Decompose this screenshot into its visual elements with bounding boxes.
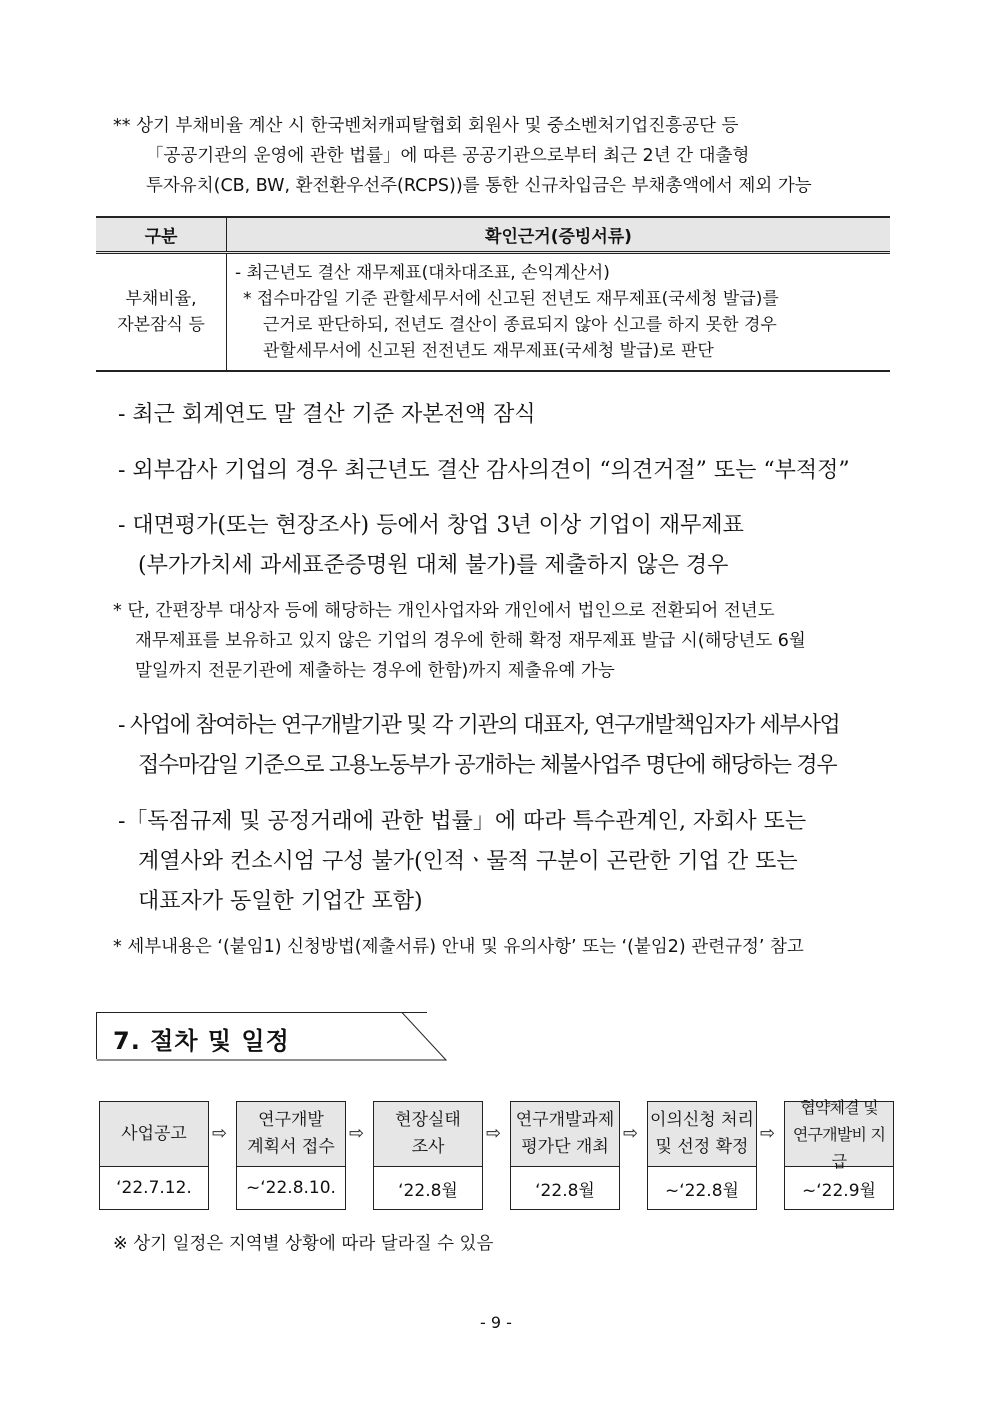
step-name-line: 현장실태 조사 (395, 1110, 461, 1157)
column-header-category: 구분 (96, 217, 227, 253)
arrow-icon: ⇨ (212, 1123, 228, 1144)
bullet-line: 계열사와 컨소시엄 구성 불가(인적ㆍ물적 구분이 곤란한 기업 간 또는 (138, 849, 798, 874)
bullet-line: 접수마감일 기준으로 고용노동부가 공개하는 체불사업주 명단에 해당하는 경우 (138, 753, 837, 778)
row-evidence (227, 253, 891, 372)
table-header-row (96, 217, 890, 253)
step-name (237, 1102, 345, 1167)
note-line: 「공공기관의 운영에 관한 법률」에 따른 공공기관으로부터 최근 2년 간 대출형 (146, 146, 750, 166)
step-date: ‘22.7.12. (100, 1167, 208, 1209)
bullet-capital-erosion (118, 395, 898, 435)
exception-note (113, 596, 895, 686)
step-site-inspection (373, 1101, 483, 1210)
section-title-box (96, 1012, 427, 1059)
step-name (511, 1102, 619, 1167)
step-date: ~‘22.8월 (648, 1167, 756, 1209)
row-label-line: 부채비율, (125, 289, 197, 309)
bullet-financial-statements (118, 506, 898, 586)
step-evaluation-panel (510, 1101, 620, 1210)
arrow-icon: ⇨ (349, 1123, 365, 1144)
arrow-icon: ⇨ (760, 1123, 776, 1144)
step-name-line: 사업공고 (121, 1123, 187, 1144)
step-agreement-funding (784, 1097, 894, 1210)
bullet-line: -「독점규제 및 공정거래에 관한 법률」에 따라 특수관계인, 자회사 또는 (118, 809, 807, 834)
step-objection-selection (647, 1101, 757, 1210)
step-name (374, 1102, 482, 1167)
arrow-icon: ⇨ (486, 1123, 502, 1144)
section-title: 7. 절차 및 일정 (113, 1027, 290, 1055)
note-line: ** 상기 부채비율 계산 시 한국벤처캐피탈협회 회원사 및 중소벤처기업진흥공단 등 (113, 116, 739, 136)
reference-note (113, 932, 903, 962)
bullet-line: - 대면평가(또는 현장조사) 등에서 창업 3년 이상 기업이 재무제표 (118, 513, 744, 538)
arrow-icon: ⇨ (623, 1123, 639, 1144)
debt-ratio-note (113, 111, 893, 201)
evidence-line: - 최근년도 결산 재무제표(대차대조표, 손익계산서) (235, 263, 610, 283)
bullet-consortium (118, 802, 898, 922)
bullet-wage-arrears (118, 706, 898, 786)
row-label (96, 253, 227, 372)
step-date: ‘22.8월 (374, 1167, 482, 1209)
schedule-note: ※ 상기 일정은 지역별 상황에 따라 달라질 수 있음 (113, 1234, 494, 1254)
step-name-line: 연구개발과제 평가단 개최 (515, 1110, 615, 1157)
step-announcement (99, 1101, 209, 1210)
step-date: ~‘22.9월 (785, 1167, 893, 1209)
bullet-line: (부가가치세 과세표준증명원 대체 불가)를 제출하지 않은 경우 (138, 553, 729, 578)
bullet-audit-opinion (118, 451, 898, 491)
evidence-line: 관할세무서에 신고된 전전년도 재무제표(국세청 발급)로 판단 (263, 341, 714, 361)
step-name-line: 이의신청 처리 및 선정 확정 (650, 1110, 754, 1157)
evidence-line: 근거로 판단하되, 전년도 결산이 종료되지 않아 신고를 하지 못한 경우 (263, 315, 777, 335)
bullet-line: 대표자가 동일한 기업간 포함) (138, 889, 423, 914)
step-name (648, 1102, 756, 1167)
step-plan-submission (236, 1101, 346, 1210)
note-line: 재무제표를 보유하고 있지 않은 기업의 경우에 한해 확정 재무제표 발급 시(해당년도 6월 (135, 631, 806, 651)
evidence-table (96, 216, 890, 372)
step-name-line: 협약체결 및 연구개발비 지급 (792, 1097, 886, 1171)
note-line: 투자유치(CB, BW, 환전환우선주(RCPS))를 통한 신규차입금은 부채총액에서 제외 가능 (146, 176, 812, 196)
bullet-line: - 외부감사 기업의 경우 최근년도 결산 감사의견이 “의견거절” 또는 “부적정” (118, 458, 850, 483)
bullet-line: - 사업에 참여하는 연구개발기관 및 각 기관의 대표자, 연구개발책임자가 세부사업 (118, 713, 840, 738)
note-line: * 세부내용은 ‘(붙임1) 신청방법(제출서류) 안내 및 유의사항’ 또는 ‘(붙임2) 관련규정’ 참고 (113, 937, 804, 957)
note-line: * 단, 간편장부 대상자 등에 해당하는 개인사업자와 개인에서 법인으로 전환되어 전년도 (113, 601, 775, 621)
step-date: ~‘22.8.10. (237, 1167, 345, 1209)
page-number: - 9 - (480, 1313, 512, 1332)
table-row (96, 253, 890, 372)
evidence-line: * 접수마감일 기준 관할세무서에 신고된 전년도 재무제표(국세청 발급)를 (243, 289, 779, 309)
step-name-line: 연구개발 계획서 접수 (247, 1110, 335, 1157)
step-date: ‘22.8월 (511, 1167, 619, 1209)
row-label-line: 자본잠식 등 (117, 315, 205, 335)
note-line: 말일까지 전문기관에 제출하는 경우에 한함)까지 제출유예 가능 (135, 661, 615, 681)
bullet-line: - 최근 회계연도 말 결산 기준 자본전액 잠식 (118, 402, 536, 427)
step-name (785, 1097, 893, 1171)
step-name (100, 1102, 208, 1167)
column-header-evidence: 확인근거(증빙서류) (227, 217, 891, 253)
